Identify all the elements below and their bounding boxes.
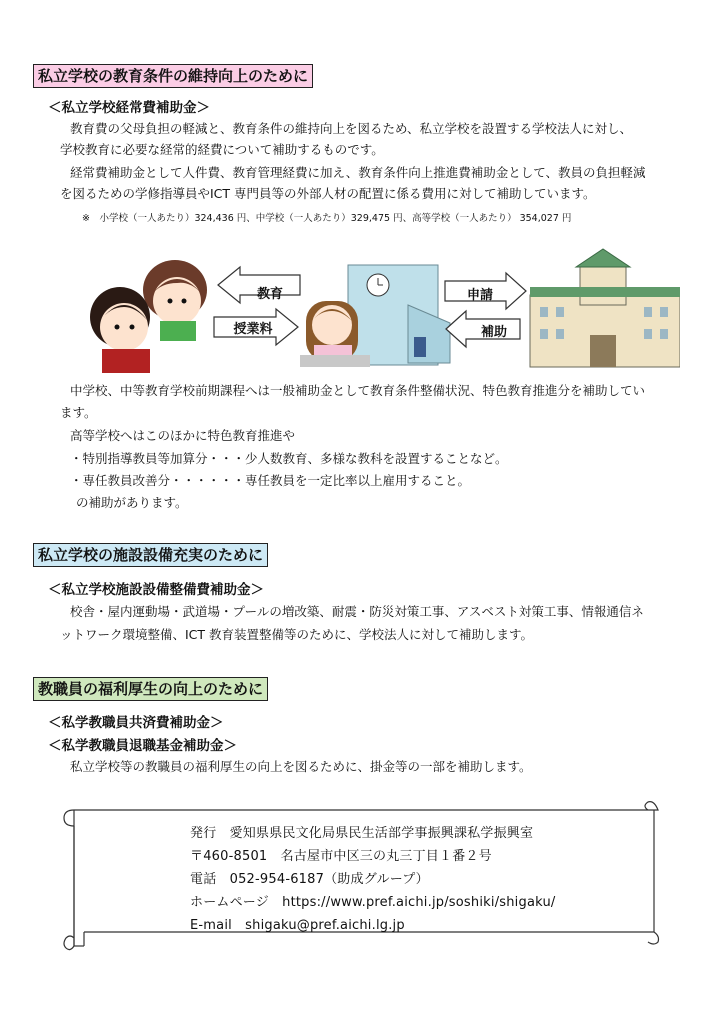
subtitle-current-expense-subsidy: ＜私立学校経常費補助金＞ [48,100,210,116]
section-title-welfare: 教職員の福利厚生の向上のために [33,677,268,701]
paragraph-line: ます。 [60,405,97,420]
subtitle-mutual-aid-subsidy: ＜私学教職員共済費補助金＞ [48,715,224,731]
footer-address: 〒460-8501 名古屋市中区三の丸三丁目１番２号 [190,849,492,864]
paragraph-line: 教育費の父母負担の軽減と、教育条件の維持向上を図るため、私立学校を設置する学校法人に対し、 [70,121,633,136]
footer-publisher: 発行 愛知県県民文化局県民生活部学事振興課私学振興室 [190,826,534,841]
footer-phone: 電話 052-954-6187（助成グループ） [190,872,429,887]
paragraph-line: 私立学校等の教職員の福利厚生の向上を図るために、掛金等の一部を補助します。 [70,759,532,774]
arrow-label-tuition: 授業料 [233,322,273,337]
paragraph-line: 校舎・屋内運動場・武道場・プールの増改築、耐震・防災対策工事、アスベスト対策工事、情報通信ネ [70,604,644,619]
arrow-label-education: 教育 [256,287,283,302]
students-illustration [90,260,207,373]
footer-email-link[interactable]: E-mail shigaku@pref.aichi.lg.jp [190,918,405,933]
paragraph-line: ットワーク環境整備、ICT 教育装置整備等のために、学校法人に対して補助します。 [60,627,534,642]
school-teacher-illustration [300,265,450,367]
per-student-note: ※ 小学校（一人あたり）324,436 円、中学校（一人あたり）329,475 円、高等学校（一人あたり） 354,027 円 [82,213,572,224]
subtitle-retirement-fund-subsidy: ＜私学教職員退職基金補助金＞ [48,738,237,754]
paragraph-line: 経常費補助金として人件費、教育管理経費に加え、教育条件向上推進費補助金として、教員の負担軽減 [70,165,646,180]
subsidy-flow-illustration [80,245,680,375]
subtitle-facilities-subsidy: ＜私立学校施設設備整備費補助金＞ [48,582,264,598]
paragraph-line: 中学校、中等教育学校前期課程へは一般補助金として教育条件整備状況、特色教育推進分を補助してい [70,383,646,398]
arrow-label-apply: 申請 [466,288,493,303]
bullet-item: ・特別指導教員等加算分・・・少人数教育、多様な教科を設置することなど。 [70,451,508,466]
bullet-item: ・専任教員改善分・・・・・・専任教員を一定比率以上雇用すること。 [70,473,471,488]
prefectural-office-building [530,249,680,367]
section-title-education: 私立学校の教育条件の維持向上のために [33,64,313,88]
section-title-facilities: 私立学校の施設設備充実のために [33,543,268,567]
paragraph-line: 学校教育に必要な経常的経費について補助するものです。 [60,142,384,157]
paragraph-line: 高等学校へはこのほかに特色教育推進や [70,428,296,443]
footer-homepage-link[interactable]: ホームページ https://www.pref.aichi.jp/soshiki/shigaku/ [190,895,556,910]
paragraph-line: の補助があります。 [76,495,188,510]
arrow-label-subsidy: 補助 [480,325,507,340]
paragraph-line: を図るための学修指導員やICT 専門員等の外部人材の配置に係る費用に対して補助しています。 [60,186,596,201]
